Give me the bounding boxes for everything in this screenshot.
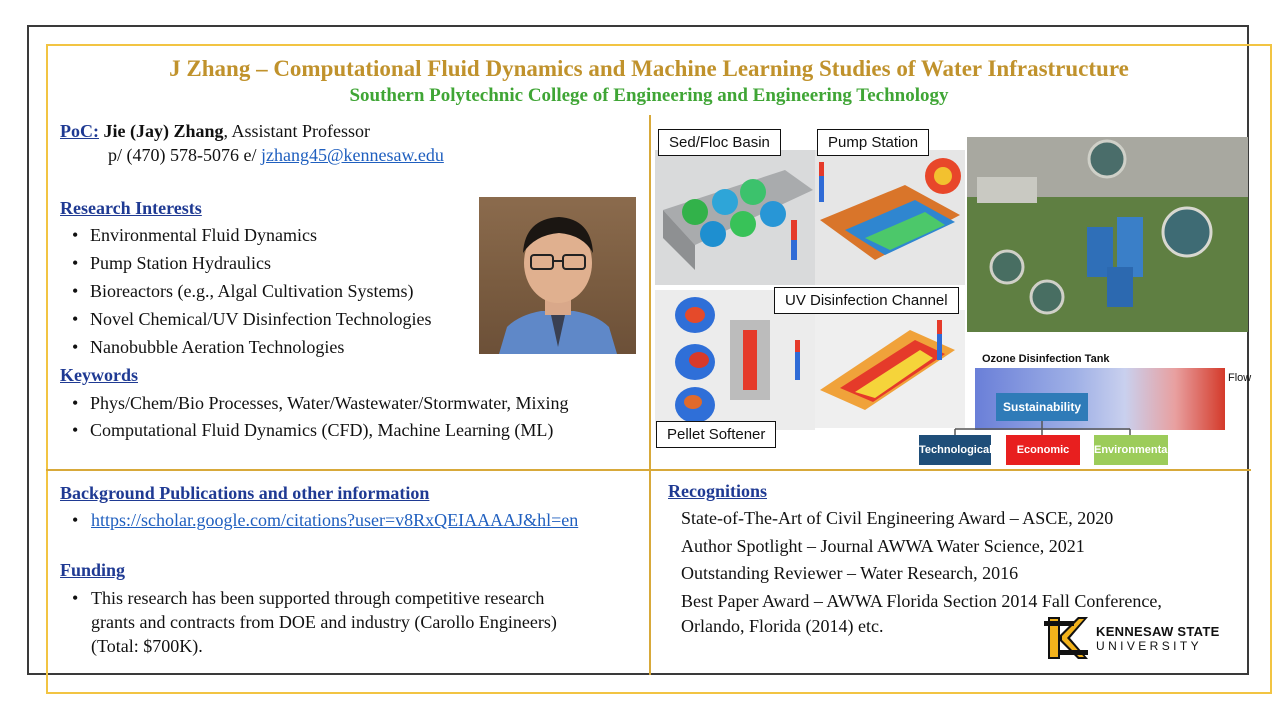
keywords-heading: Keywords (60, 365, 138, 385)
funding-line: (Total: $700K). (91, 636, 203, 656)
profile-photo (479, 197, 636, 354)
technological-box: Technological (919, 435, 991, 465)
flow-label: Flow (1228, 372, 1252, 384)
poc-line (60, 122, 370, 140)
contact-line (108, 146, 444, 164)
recognition-item: Author Spotlight – Journal AWWA Water Science, 2021 (681, 536, 1085, 556)
funding-heading: Funding (60, 560, 126, 580)
email-link[interactable]: jzhang45@kennesaw.edu (260, 145, 444, 165)
recognition-item: Orlando, Florida (2014) etc. (681, 616, 884, 636)
research-item: Pump Station Hydraulics (90, 253, 271, 273)
pump-station-image (815, 150, 965, 285)
uv-channel-image (815, 310, 965, 428)
ozone-label: Ozone Disinfection Tank (982, 353, 1110, 365)
sed-floc-image (655, 150, 815, 285)
keyword-item: Phys/Chem/Bio Processes, Water/Wastewater/Stormwater, Mixing (90, 393, 569, 413)
keyword-item: Computational Fluid Dynamics (CFD), Machine Learning (ML) (90, 420, 554, 440)
research-heading: Research Interests (60, 198, 202, 218)
pump-station-label: Pump Station (817, 129, 929, 156)
recognitions-heading: Recognitions (668, 481, 767, 501)
recognition-item: Outstanding Reviewer – Water Research, 2016 (681, 563, 1019, 583)
pellet-softener-label: Pellet Softener (656, 421, 776, 448)
research-item: Bioreactors (e.g., Algal Cultivation Systems) (90, 281, 414, 301)
bullet-icon: • (72, 253, 79, 273)
recognition-item: State-of-The-Art of Civil Engineering Award – ASCE, 2020 (681, 508, 1114, 528)
ksu-emblem-icon (1044, 615, 1088, 661)
funding-line: This research has been supported through competitive research (91, 588, 545, 608)
bullet-icon: • (72, 420, 79, 440)
bullet-icon: • (72, 309, 79, 329)
bullet-icon: • (72, 510, 79, 530)
scholar-link[interactable]: https://scholar.google.com/citations?user=v8RxQEIAAAAJ&hl=en (91, 510, 579, 530)
research-item: Nanobubble Aeration Technologies (90, 337, 345, 357)
contact-prefix: p/ (470) 578-5076 e/ (108, 145, 261, 165)
uv-channel-label: UV Disinfection Channel (774, 287, 959, 314)
sustainability-box: Sustainability (996, 393, 1088, 421)
bullet-icon: • (72, 588, 79, 608)
ksu-logo (1044, 613, 1234, 663)
ksu-logo-line2: UNIVERSITY (1096, 639, 1203, 653)
poc-name: Jie (Jay) Zhang (103, 121, 224, 141)
economic-box: Economic (1006, 435, 1080, 465)
vertical-divider (649, 115, 651, 675)
ksu-logo-line1: KENNESAW STATE (1096, 624, 1220, 639)
sed-floc-label: Sed/Floc Basin (658, 129, 781, 156)
bullet-icon: • (72, 393, 79, 413)
poc-label: PoC: (60, 121, 99, 141)
bullet-icon: • (72, 225, 79, 245)
research-item: Novel Chemical/UV Disinfection Technologies (90, 309, 432, 329)
horizontal-divider (46, 469, 1251, 471)
research-item: Environmental Fluid Dynamics (90, 225, 317, 245)
page-subtitle: Southern Polytechnic College of Engineering and Engineering Technology (349, 85, 949, 106)
bullet-icon: • (72, 337, 79, 357)
recognition-item: Best Paper Award – AWWA Florida Section 2014 Fall Conference, (681, 591, 1162, 611)
page-title: J Zhang – Computational Fluid Dynamics and Machine Learning Studies of Water Infrastructure (169, 56, 1129, 81)
bullet-icon: • (72, 281, 79, 301)
treatment-plant-photo (967, 137, 1248, 332)
poc-role: , Assistant Professor (223, 121, 371, 141)
funding-line: grants and contracts from DOE and industry (Carollo Engineers) (91, 612, 557, 632)
publications-heading: Background Publications and other information (60, 483, 430, 503)
environmental-box: Environmental (1094, 435, 1168, 465)
